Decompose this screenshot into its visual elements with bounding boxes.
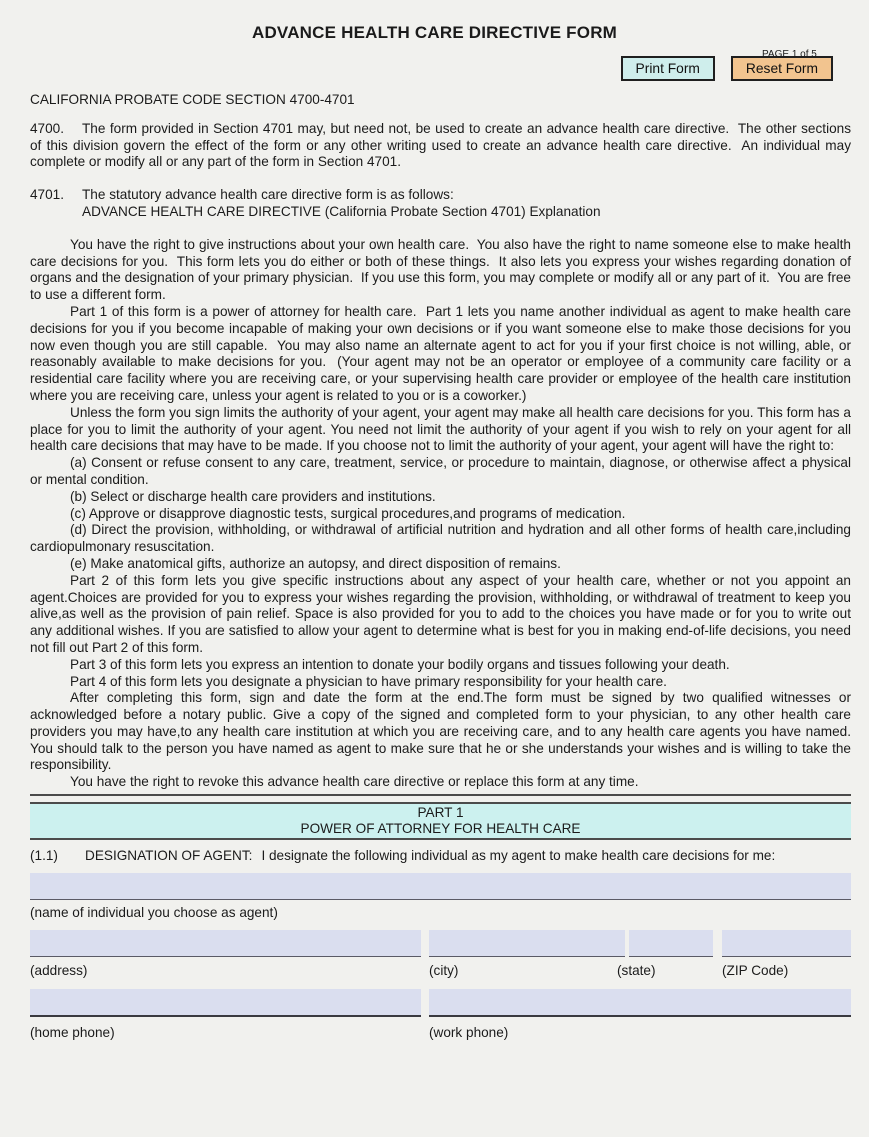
address-fields-row: [30, 930, 851, 957]
agent-city-input[interactable]: [429, 930, 625, 957]
section-4700-paragraph: [30, 120, 855, 171]
explanation-paragraph: (b) Select or discharge health care providers and institutions.: [70, 488, 436, 504]
explanation-paragraph: Part 3 of this form lets you express an intention to donate your bodily organs and tissues following your death.: [70, 656, 730, 672]
explanation-paragraph: (a) Consent or refuse consent to any care, treatment, service, or procedure to maintain, diagnose, or otherwise affect a physical or mental condition.: [30, 455, 855, 487]
explanation-paragraph: (c) Approve or disapprove diagnostic tests, surgical procedures,and programs of medication.: [70, 505, 626, 521]
address-label: (address): [30, 962, 88, 978]
explanation-paragraph: (e) Make anatomical gifts, authorize an autopsy, and direct disposition of remains.: [70, 555, 561, 571]
phone-fields-row: [30, 989, 851, 1017]
form-body: [30, 92, 855, 1042]
section-4701-paragraph: [30, 187, 851, 221]
part1-subtitle: POWER OF ATTORNEY FOR HEALTH CARE: [300, 821, 581, 837]
toolbar: [0, 56, 833, 81]
item-1-1-number: (1.1): [30, 848, 58, 864]
part1-title: PART 1: [417, 805, 464, 821]
section-4701-text: The statutory advance health care directive form is as follows:: [82, 187, 454, 203]
explanation-paragraph: Part 2 of this form lets you give specific instructions about any aspect of your health care, whether or not you appoint an agent.Choices are provided for you to express your wishes regarding the provision, withholding, or withdrawal of treatment to keep you alive,as well as the provision of pain relief. Space is also provided for you to add to the choices you have made or for you to write out any additional wishes. If you are satisfied to allow your agent to determine what is best for you in making end-of-life decisions, you need not fill out Part 2 of this form.: [30, 572, 855, 655]
page-title: ADVANCE HEALTH CARE DIRECTIVE FORM: [251, 23, 618, 42]
work-phone-label: (work phone): [429, 1025, 509, 1041]
item-1-1-heading: DESIGNATION OF AGENT:: [85, 848, 253, 864]
print-form-button[interactable]: Print Form: [621, 56, 715, 81]
part1-header-band: [30, 802, 851, 840]
agent-work-phone-input[interactable]: [429, 989, 851, 1017]
agent-state-input[interactable]: [629, 930, 713, 957]
section-4701-subtitle: ADVANCE HEALTH CARE DIRECTIVE (California Probate Section 4701) Explanation: [82, 203, 601, 219]
explanation-paragraph: After completing this form, sign and date the form at the end.The form must be signed by two qualified witnesses or acknowledged before a notary public. Give a copy of the signed and completed form to your physician, to any other health care providers you may have,to any health care institution at which you are receiving care, and to any health care agents you have named. You should talk to the person you have named as agent to make sure that he or she understands your wishes and is willing to take the responsibility.: [30, 690, 855, 773]
agent-name-label: (name of individual you choose as agent): [30, 904, 278, 920]
explanation-paragraph: You have the right to give instructions about your own health care. You also have the right to name someone else to make health care decisions for you. This form lets you do either or both of these things. It also lets you express your wishes regarding donation of organs and the designation of your primary physician. If you use this form, you may complete or modify all or any part of it. You are free to use a different form.: [30, 236, 855, 303]
address-labels-row: [30, 963, 851, 980]
state-label: (state): [617, 962, 656, 978]
agent-zip-input[interactable]: [722, 930, 851, 957]
item-1-1-text: I designate the following individual as my agent to make health care decisions for me:: [261, 848, 776, 864]
advance-directive-form-page: [0, 24, 869, 1137]
explanation-block: [30, 236, 855, 791]
zip-label: (ZIP Code): [722, 962, 789, 978]
probate-code-heading: CALIFORNIA PROBATE CODE SECTION 4700-4701: [30, 92, 355, 107]
section-4701-number: 4701.: [30, 187, 65, 203]
agent-name-input[interactable]: [30, 873, 851, 900]
explanation-paragraph: (d) Direct the provision, withholding, or withdrawal of artificial nutrition and hydration and all other forms of health care,including cardiopulmonary resuscitation.: [30, 522, 855, 555]
phone-labels-row: [30, 1025, 851, 1042]
explanation-paragraph: Part 4 of this form lets you designate a physician to have primary responsibility for your health care.: [70, 673, 667, 689]
explanation-paragraph: You have the right to revoke this advance health care directive or replace this form at any time.: [70, 774, 639, 790]
section-4700-text: The form provided in Section 4701 may, but need not, be used to create an advance health care directive. The other sections of this division govern the effect of the form or any other writing used to create an advance health care directive. An individual may complete or modify all or any part of the form in Section 4701.: [30, 120, 855, 170]
page-indicator: PAGE 1 of 5: [762, 49, 817, 60]
agent-home-phone-input[interactable]: [30, 989, 421, 1017]
reset-form-button[interactable]: Reset Form: [731, 56, 833, 81]
section-divider: [30, 794, 851, 796]
home-phone-label: (home phone): [30, 1025, 115, 1041]
item-1-1-row: [30, 848, 851, 865]
explanation-paragraph: Part 1 of this form is a power of attorney for health care. Part 1 lets you name another individual as agent to make health care decisions for you if you become incapable of making your own decisions or if you want someone else to make those decisions for you now even though you are still capable. You may also name an alternate agent to act for you if your first choice is not willing, able, or reasonably available to make decisions for you. (Your agent may not be an operator or employee of a community care facility or a residential care facility where you are receiving care, or your supervising health care provider or employee of the health care institution where you are receiving care, unless your agent is related to you or is a coworker.): [30, 303, 855, 403]
explanation-paragraph: Unless the form you sign limits the authority of your agent, your agent may make all health care decisions for you. This form has a place for you to limit the authority of your agent. You need not limit the authority of your agent if you wish to rely on your agent for all health care decisions that may have to be made. If you choose not to limit the authority of your agent, your agent will have the right to:: [30, 404, 855, 454]
agent-address-input[interactable]: [30, 930, 421, 957]
city-label: (city): [429, 962, 459, 978]
section-4700-number: 4700.: [30, 120, 65, 136]
